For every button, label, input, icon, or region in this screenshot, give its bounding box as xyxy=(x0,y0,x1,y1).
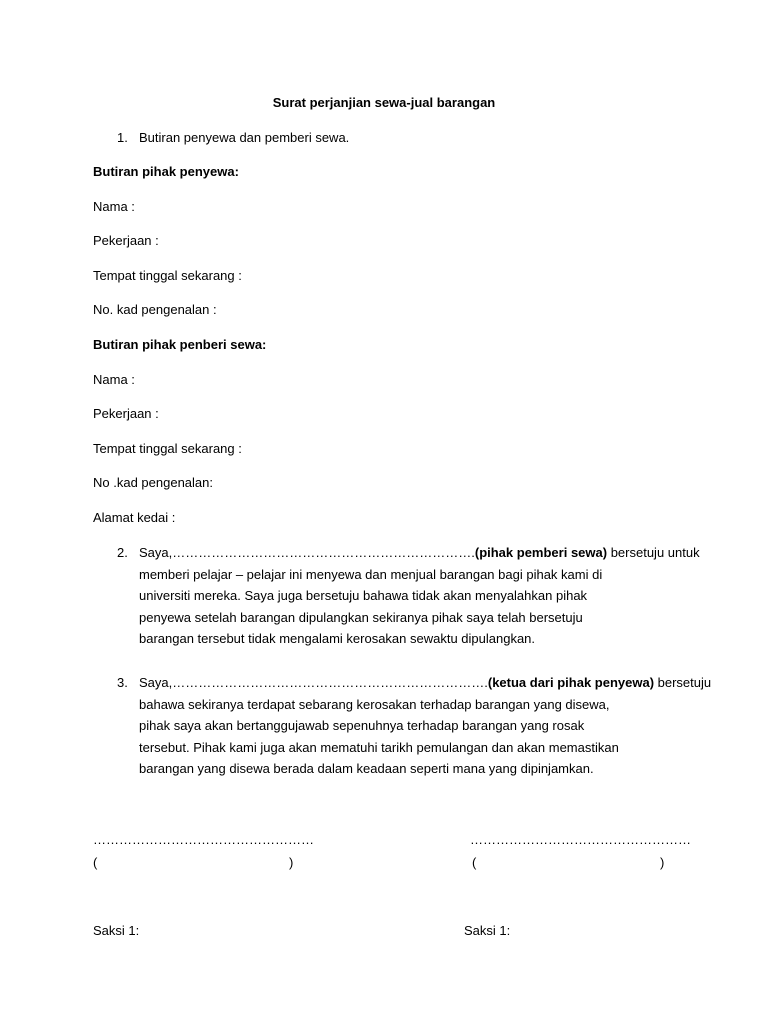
item-3-paragraph xyxy=(139,672,712,780)
penyewa-heading: Butiran pihak penyewa: xyxy=(93,164,239,179)
item-3-line: tersebut. Pihak kami juga akan mematuhi tarikh pemulangan dan akan memastikan xyxy=(139,739,619,755)
pemberi-heading: Butiran pihak penberi sewa: xyxy=(93,337,267,352)
item-3-lead: Saya,………………………………………………………………. xyxy=(139,675,488,690)
item-3-number: 3. xyxy=(117,675,128,690)
item-2-line: universiti mereka. Saya juga bersetuju bahawa tidak akan menyalahkan pihak xyxy=(139,588,588,603)
item-1-text: Butiran penyewa dan pemberi sewa. xyxy=(139,130,350,145)
item-3-line: pihak saya akan bertanggujawab sepenuhnya terhadap barangan yang rosak xyxy=(139,718,585,733)
witness-right-label: Saksi 1: xyxy=(464,923,511,938)
item-2-line: memberi pelajar – pelajar ini menyewa dan menjual barangan bagi pihak kami di xyxy=(139,566,603,582)
item-2-line: penyewa setelah barangan dipulangkan sekiranya pihak saya telah bersetuju xyxy=(139,609,583,625)
signature-right-close-paren: ) xyxy=(660,855,665,870)
item-2-line: barangan tersebut tidak mengalami kerosakan sewaktu dipulangkan. xyxy=(139,631,536,646)
item-1-number: 1. xyxy=(117,130,128,145)
pemberi-kad-label: No .kad pengenalan: xyxy=(93,475,213,490)
signature-left-close-paren: ) xyxy=(289,855,294,870)
witness-left-label: Saksi 1: xyxy=(93,923,140,938)
signature-line-right: …………………………………………… xyxy=(470,832,691,847)
penyewa-nama-label: Nama : xyxy=(93,199,135,214)
penyewa-tempat-label: Tempat tinggal sekarang : xyxy=(93,268,242,283)
signature-left-open-paren: ( xyxy=(93,855,98,870)
penyewa-kad-label: No. kad pengenalan : xyxy=(93,302,217,317)
item-2-first-line xyxy=(139,542,700,564)
item-2-bold: (pihak pemberi sewa) xyxy=(474,545,608,560)
item-3-first-line xyxy=(139,672,712,694)
item-2-rest: bersetuju untuk xyxy=(607,545,700,560)
item-3-line: barangan yang disewa berada dalam keadaan seperti mana yang dipinjamkan. xyxy=(139,761,594,776)
item-2-paragraph xyxy=(139,542,700,650)
item-3-line: bahawa sekiranya terdapat sebarang kerosakan terhadap barangan yang disewa, xyxy=(139,696,610,712)
pemberi-nama-label: Nama : xyxy=(93,372,135,387)
document-title: Surat perjanjian sewa-jual barangan xyxy=(272,95,496,110)
item-3-bold: (ketua dari pihak penyewa) xyxy=(487,675,655,690)
penyewa-pekerjaan-label: Pekerjaan : xyxy=(93,233,159,248)
signature-line-left: …………………………………………… xyxy=(93,832,314,847)
item-2-number: 2. xyxy=(117,545,128,560)
pemberi-tempat-label: Tempat tinggal sekarang : xyxy=(93,441,242,456)
pemberi-alamat-label: Alamat kedai : xyxy=(93,510,176,525)
item-2-lead: Saya,……………………………………………………………. xyxy=(139,545,475,560)
signature-right-open-paren: ( xyxy=(472,855,477,870)
item-3-rest: bersetuju xyxy=(654,675,712,690)
pemberi-pekerjaan-label: Pekerjaan : xyxy=(93,406,159,421)
